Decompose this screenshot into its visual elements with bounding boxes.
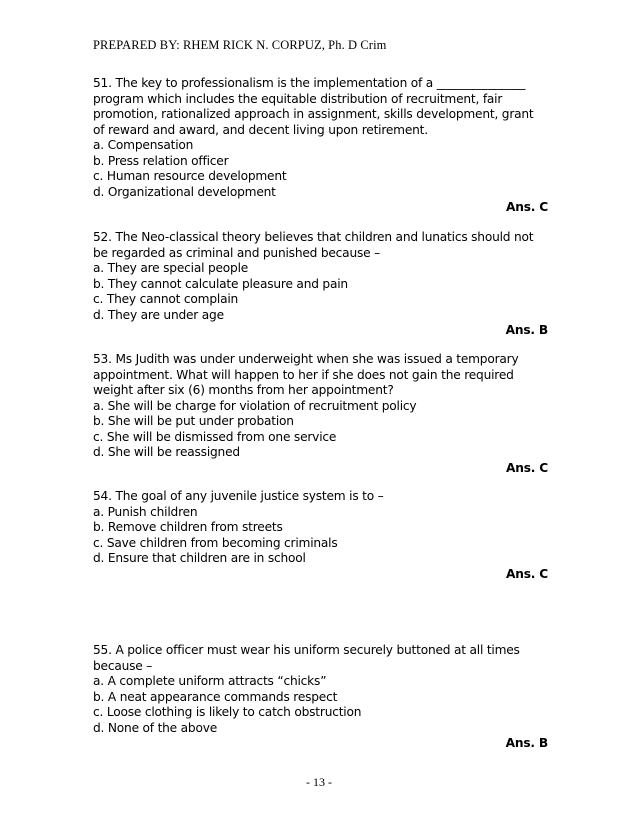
- question-53: [93, 352, 548, 476]
- page-number: - 13 -: [306, 775, 332, 789]
- answer-option: a. Compensation: [93, 138, 194, 152]
- question-text-line: because –: [93, 658, 153, 673]
- answer-option: c. She will be dismissed from one service: [93, 429, 337, 444]
- answer-option: c. Save children from becoming criminals: [93, 535, 338, 550]
- question-text-line: weight after six (6) months from her appointment?: [93, 383, 394, 397]
- question-text-line: promotion, rationalized approach in assignment, skills development, grant: [93, 107, 534, 121]
- answer-option: d. Ensure that children are in school: [93, 551, 306, 565]
- answer-option: d. They are under age: [93, 307, 224, 322]
- answer-option: b. Press relation officer: [93, 153, 229, 168]
- question-text-line: 53. Ms Judith was under underweight when she was issued a temporary: [93, 352, 519, 366]
- answer-option: d. Organizational development: [93, 184, 276, 199]
- answer-key: Ans. C: [506, 566, 548, 581]
- question-54: [93, 489, 548, 582]
- question-51: [93, 76, 548, 216]
- question-52: [93, 230, 548, 339]
- answer-key: Ans. C: [506, 200, 548, 214]
- answer-option: a. She will be charge for violation of recruitment policy: [93, 398, 417, 413]
- answer-option: c. They cannot complain: [93, 292, 239, 306]
- answer-option: d. None of the above: [93, 720, 218, 735]
- answer-option: b. Remove children from streets: [93, 520, 283, 534]
- answer-option: d. She will be reassigned: [93, 445, 240, 459]
- answer-option: a. They are special people: [93, 261, 249, 275]
- answer-option: c. Loose clothing is likely to catch obstruction: [93, 705, 362, 719]
- answer-option: a. Punish children: [93, 504, 198, 519]
- answer-key: Ans. B: [505, 323, 548, 337]
- question-text-line: 51. The key to professionalism is the implementation of a _______________: [93, 76, 526, 90]
- answer-option: c. Human resource development: [93, 169, 287, 183]
- page-header: PREPARED BY: RHEM RICK N. CORPUZ, Ph. D Crim: [93, 38, 387, 52]
- question-text-line: 52. The Neo-classical theory believes that children and lunatics should not: [93, 230, 534, 244]
- question-text-line: be regarded as criminal and punished because –: [93, 245, 380, 260]
- answer-key: Ans. B: [505, 736, 548, 750]
- question-text-line: appointment. What will happen to her if she does not gain the required: [93, 367, 514, 382]
- question-text-line: program which includes the equitable distribution of recruitment, fair: [93, 91, 503, 106]
- question-text-line: of reward and award, and decent living upon retirement.: [93, 122, 428, 137]
- answer-option: b. They cannot calculate pleasure and pain: [93, 276, 348, 291]
- answer-option: a. A complete uniform attracts “chicks”: [93, 674, 327, 688]
- question-55: [93, 643, 548, 752]
- question-text-line: 55. A police officer must wear his uniform securely buttoned at all times: [93, 643, 520, 657]
- answer-option: b. She will be put under probation: [93, 414, 294, 428]
- question-text-line: 54. The goal of any juvenile justice system is to –: [93, 489, 384, 503]
- answer-option: b. A neat appearance commands respect: [93, 689, 338, 704]
- answer-key: Ans. C: [506, 460, 548, 475]
